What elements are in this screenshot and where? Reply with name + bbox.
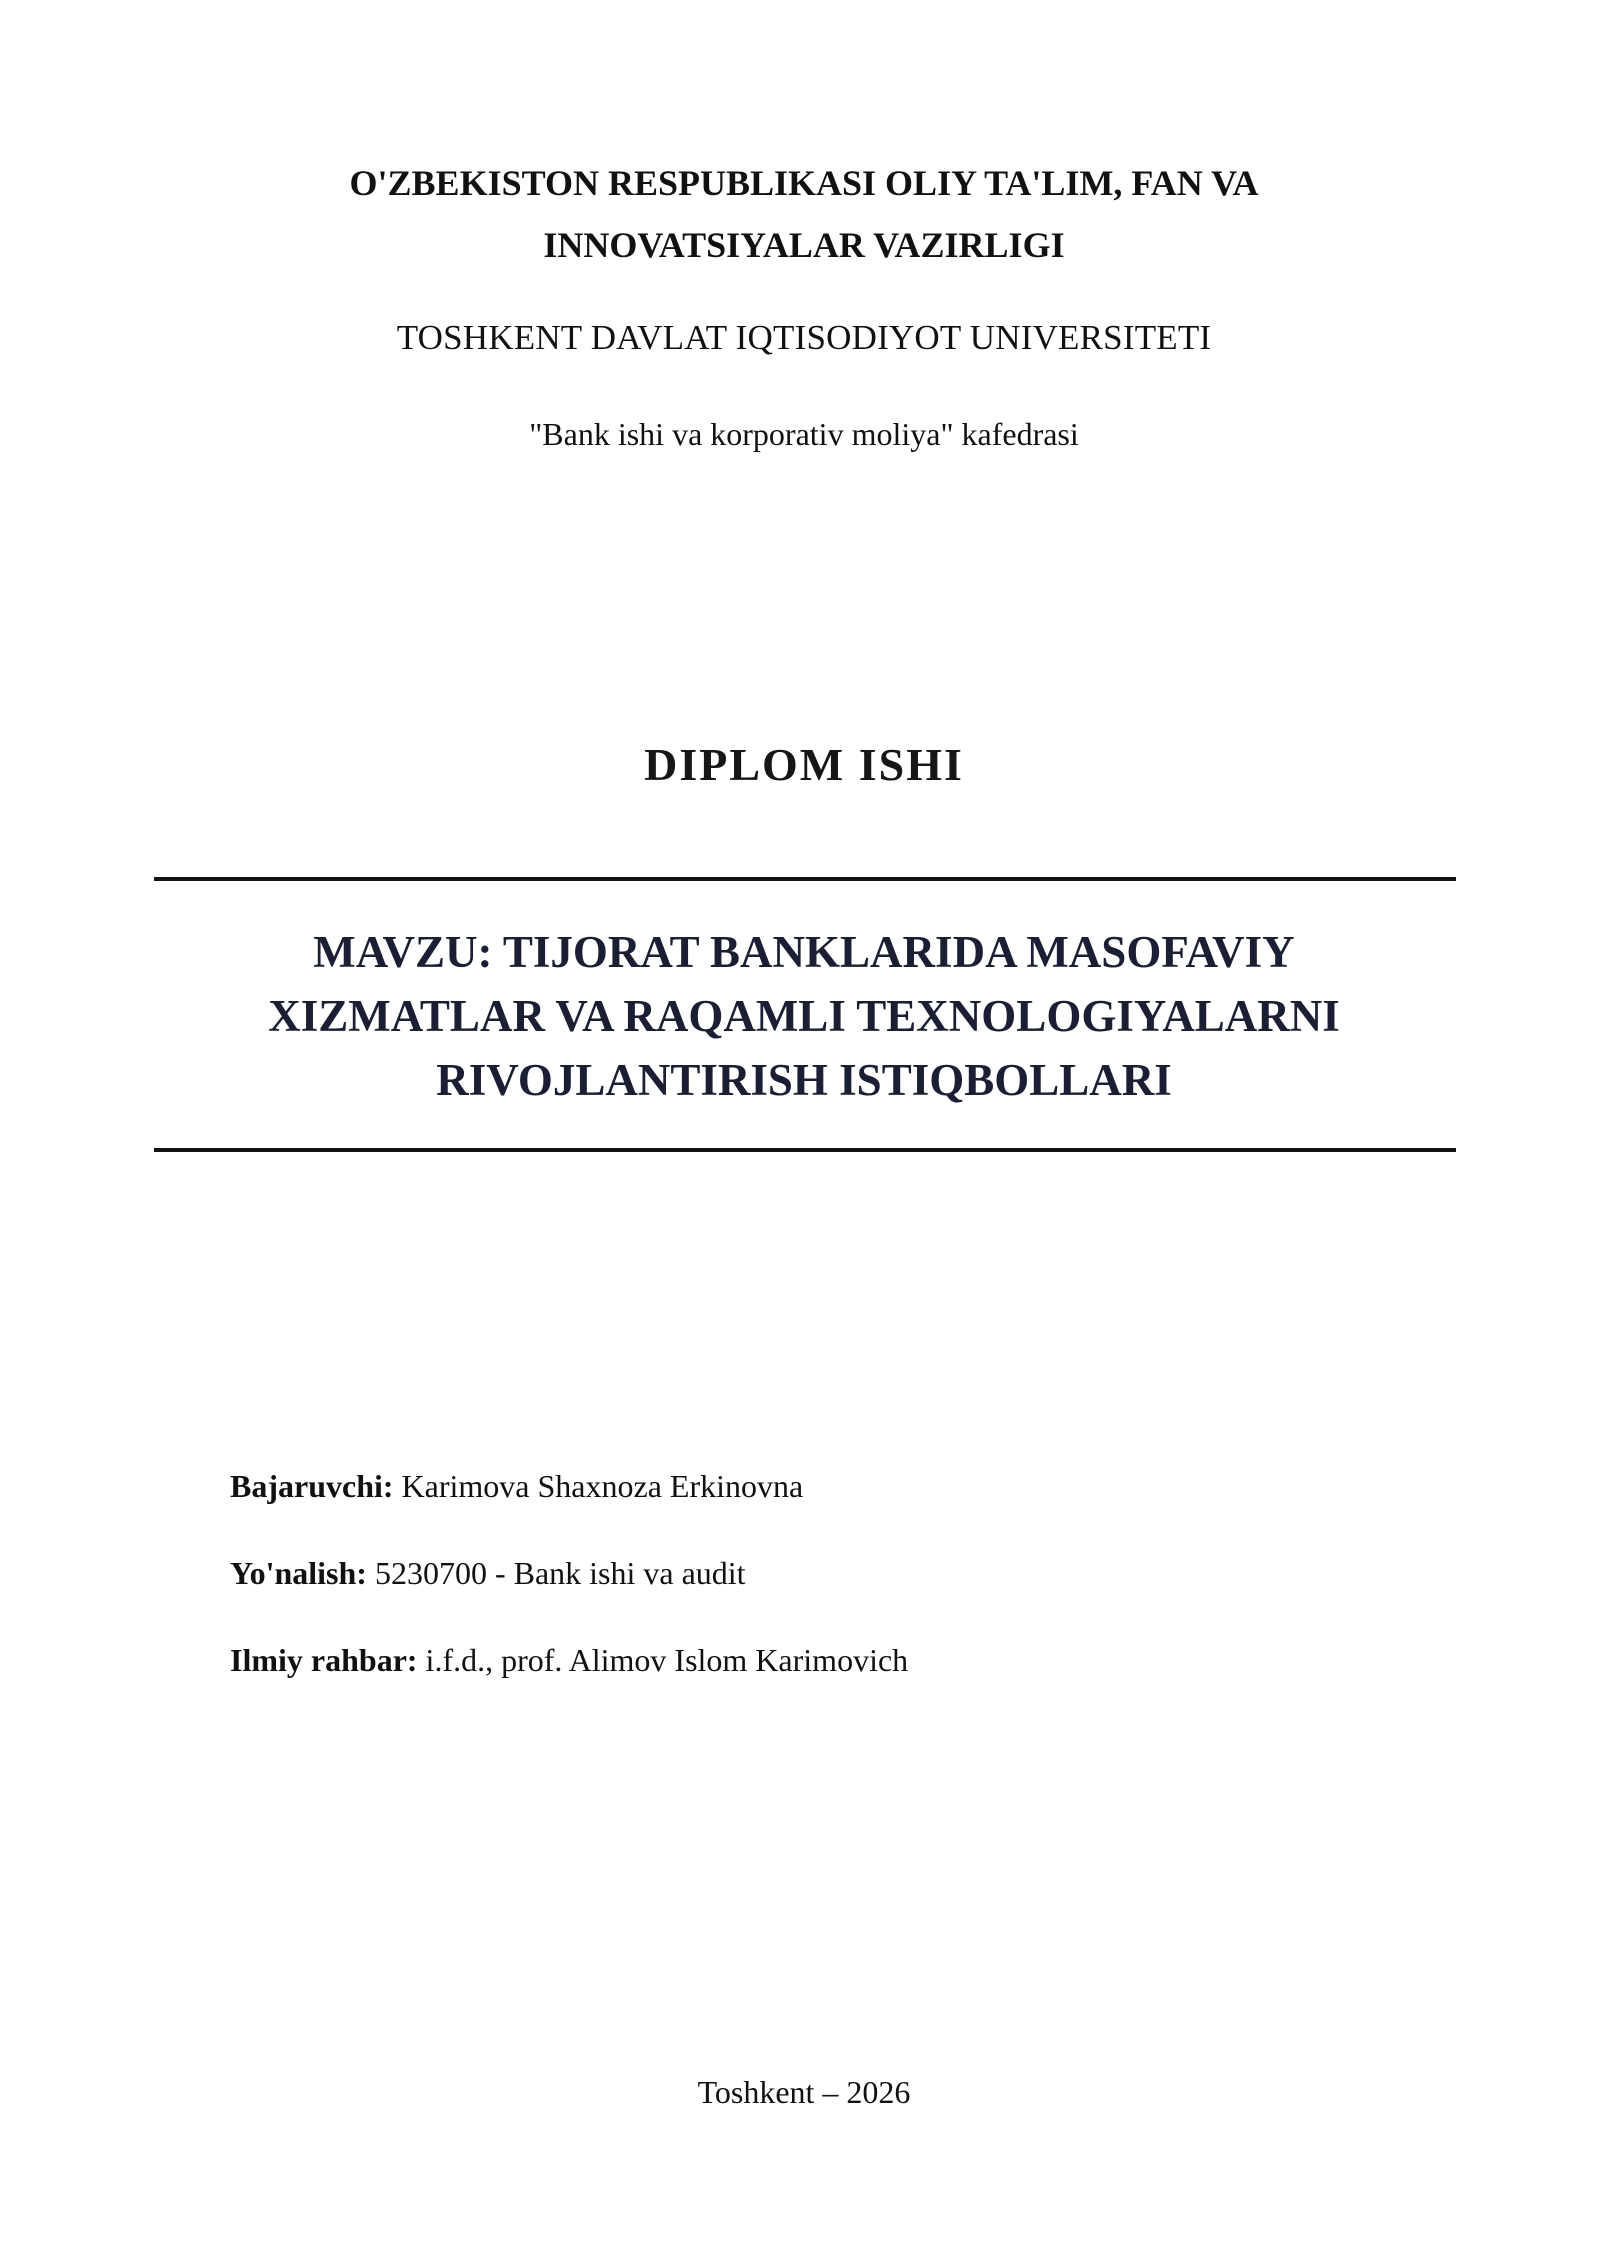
info-supervisor-label: Ilmiy rahbar: <box>230 1642 418 1678</box>
topic-line-2: XIZMATLAR VA RAQAMLI TEXNOLOGIYALARNI <box>268 991 1340 1041</box>
ministry-line-1: O'ZBEKISTON RESPUBLIKASI OLIY TA'LIM, FAN VA <box>349 163 1259 203</box>
info-author <box>230 1464 1430 1508</box>
thesis-topic <box>154 920 1454 1112</box>
topic-top-divider <box>154 877 1456 881</box>
ministry-name <box>154 152 1454 276</box>
university-name: TOSHKENT DAVLAT IQTISODIYOT UNIVERSITETI <box>396 318 1212 357</box>
info-author-value: Karimova Shaxnoza Erkinovna <box>401 1468 804 1504</box>
info-supervisor-value: i.f.d., prof. Alimov Islom Karimovich <box>425 1642 909 1678</box>
info-author-label: Bajaruvchi: <box>230 1468 394 1504</box>
info-specialty <box>230 1551 1430 1595</box>
topic-line-1: MAVZU: TIJORAT BANKLARIDA MASOFAVIY <box>313 927 1295 977</box>
place-year: Toshkent – 2026 <box>697 2074 911 2110</box>
ministry-line-2: INNOVATSIYALAR VAZIRLIGI <box>543 225 1065 265</box>
document-type: DIPLOM ISHI <box>644 739 964 790</box>
topic-line-3: RIVOJLANTIRISH ISTIQBOLLARI <box>436 1055 1172 1105</box>
department-name: "Bank ishi va korporativ moliya" kafedrasi <box>529 416 1079 452</box>
topic-bottom-divider <box>154 1148 1456 1152</box>
info-specialty-label: Yo'nalish: <box>230 1555 367 1591</box>
info-supervisor <box>230 1638 1430 1682</box>
info-specialty-value: 5230700 - Bank ishi va audit <box>374 1555 746 1591</box>
